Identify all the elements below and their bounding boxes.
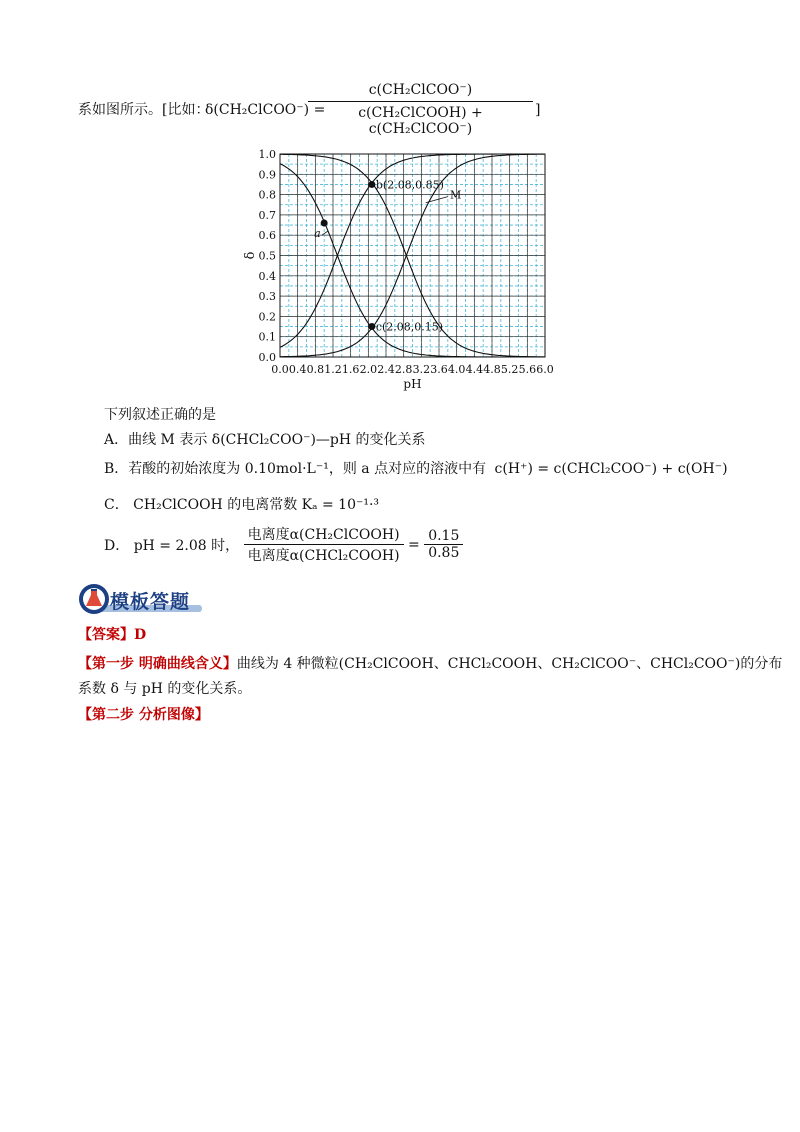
intro-prefix: 系如图所示。[比如： bbox=[78, 102, 210, 118]
curve-label-m: M bbox=[450, 188, 462, 202]
curve-a-leader bbox=[322, 231, 328, 235]
option-d-value-num: 0.15 bbox=[428, 528, 460, 544]
x-tick-label: 3.6 bbox=[430, 363, 448, 376]
answer-value: D bbox=[134, 627, 147, 643]
delta-numerator: c(CH₂ClCOO⁻) bbox=[368, 82, 473, 98]
option-c-prefix: C． bbox=[104, 497, 129, 513]
step1-text: 曲线为 4 种微粒(CH₂ClCOOH、CHCl₂COOH、CH₂ClCOO⁻、CHCl₂COO⁻)的分布 bbox=[236, 656, 783, 672]
y-tick-label: 0.7 bbox=[258, 208, 276, 222]
step2-label bbox=[78, 705, 209, 725]
x-tick-label: 4.8 bbox=[483, 363, 501, 376]
option-b-formula: c(H⁺) = c(CHCl₂COO⁻) + c(OH⁻) bbox=[494, 461, 728, 477]
option-b bbox=[104, 459, 728, 479]
data-point bbox=[368, 323, 375, 330]
data-point bbox=[368, 181, 375, 188]
option-d-value bbox=[424, 528, 463, 561]
curve-m-leader bbox=[426, 197, 448, 203]
logo-text: 模板答题 bbox=[110, 591, 191, 613]
data-point bbox=[321, 220, 328, 227]
x-tick-label: 6.0 bbox=[536, 363, 554, 376]
template-answer-logo bbox=[78, 583, 204, 617]
step1-text-2: 系数 δ 与 pH 的变化关系。 bbox=[78, 681, 252, 697]
y-axis-label: δ bbox=[243, 251, 258, 260]
option-d-denominator: 电离度α(CHCl₂COOH) bbox=[244, 544, 404, 565]
y-tick-label: 0.1 bbox=[258, 330, 276, 344]
option-d bbox=[104, 524, 463, 565]
y-tick-label: 0.4 bbox=[258, 269, 276, 283]
x-axis-label: pH bbox=[403, 377, 422, 391]
point-label: c(2.08,0.15) bbox=[375, 320, 444, 334]
x-tick-label: 4.0 bbox=[447, 363, 466, 376]
step1-line bbox=[78, 654, 782, 674]
option-d-value-den: 0.85 bbox=[424, 544, 463, 561]
y-tick-label: 0.2 bbox=[258, 310, 276, 324]
x-tick-label: 0.0 bbox=[271, 363, 289, 376]
delta-lhs: δ(CH₂ClCOO⁻) = bbox=[205, 102, 326, 118]
y-tick-label: 0.9 bbox=[258, 168, 276, 182]
delta-denominator: c(CH₂ClCOOH) + c(CH₂ClCOO⁻) bbox=[308, 101, 533, 137]
answer-label: 【答案】 bbox=[78, 627, 134, 643]
option-c-text: CH₂ClCOOH 的电离常数 Kₐ = 10⁻¹·³ bbox=[133, 497, 380, 513]
x-tick-label: 0.4 bbox=[288, 363, 307, 376]
y-tick-label: 0.6 bbox=[258, 229, 276, 243]
option-b-text: B．若酸的初始浓度为 0.10mol·L⁻¹，则 a 点对应的溶液中有 bbox=[104, 461, 487, 477]
y-tick-label: 0.5 bbox=[258, 249, 276, 263]
option-d-prefix: D． bbox=[104, 537, 130, 554]
option-a: A．曲线 M 表示 δ(CHCl₂COO⁻)—pH 的变化关系 bbox=[104, 432, 426, 448]
delta-fraction bbox=[308, 82, 533, 137]
x-tick-label: 5.2 bbox=[500, 363, 519, 376]
x-tick-label: 2.4 bbox=[377, 363, 395, 376]
y-tick-label: 0.0 bbox=[258, 351, 276, 364]
intro-suffix: ] bbox=[535, 102, 541, 118]
question-stem: 下列叙述正确的是 bbox=[104, 407, 216, 423]
step1-label: 【第一步 明确曲线含义】 bbox=[78, 656, 237, 672]
x-tick-label: 1.2 bbox=[324, 363, 342, 376]
x-tick-label: 2.0 bbox=[359, 363, 378, 376]
y-tick-label: 1.0 bbox=[258, 148, 276, 161]
option-c bbox=[104, 495, 379, 515]
answer-line bbox=[78, 625, 146, 645]
x-tick-label: 1.6 bbox=[341, 363, 360, 376]
option-d-numerator: 电离度α(CH₂ClCOOH) bbox=[247, 527, 400, 543]
option-d-fraction bbox=[244, 524, 404, 565]
option-d-equals: = bbox=[408, 536, 420, 553]
y-tick-label: 0.8 bbox=[258, 188, 276, 202]
point-label: a bbox=[314, 227, 321, 241]
x-tick-label: 4.4 bbox=[465, 363, 484, 376]
x-tick-label: 2.8 bbox=[394, 363, 413, 376]
option-d-cond: pH = 2.08 时， bbox=[133, 537, 240, 554]
y-tick-label: 0.3 bbox=[258, 290, 276, 304]
distribution-chart bbox=[240, 140, 570, 405]
x-tick-label: 5.6 bbox=[518, 363, 537, 376]
x-tick-label: 0.8 bbox=[306, 363, 325, 376]
step2-label-text: 【第二步 分析图像】 bbox=[78, 707, 209, 723]
x-tick-label: 3.2 bbox=[412, 363, 431, 376]
point-label: b(2.08,0.85) bbox=[375, 178, 444, 192]
